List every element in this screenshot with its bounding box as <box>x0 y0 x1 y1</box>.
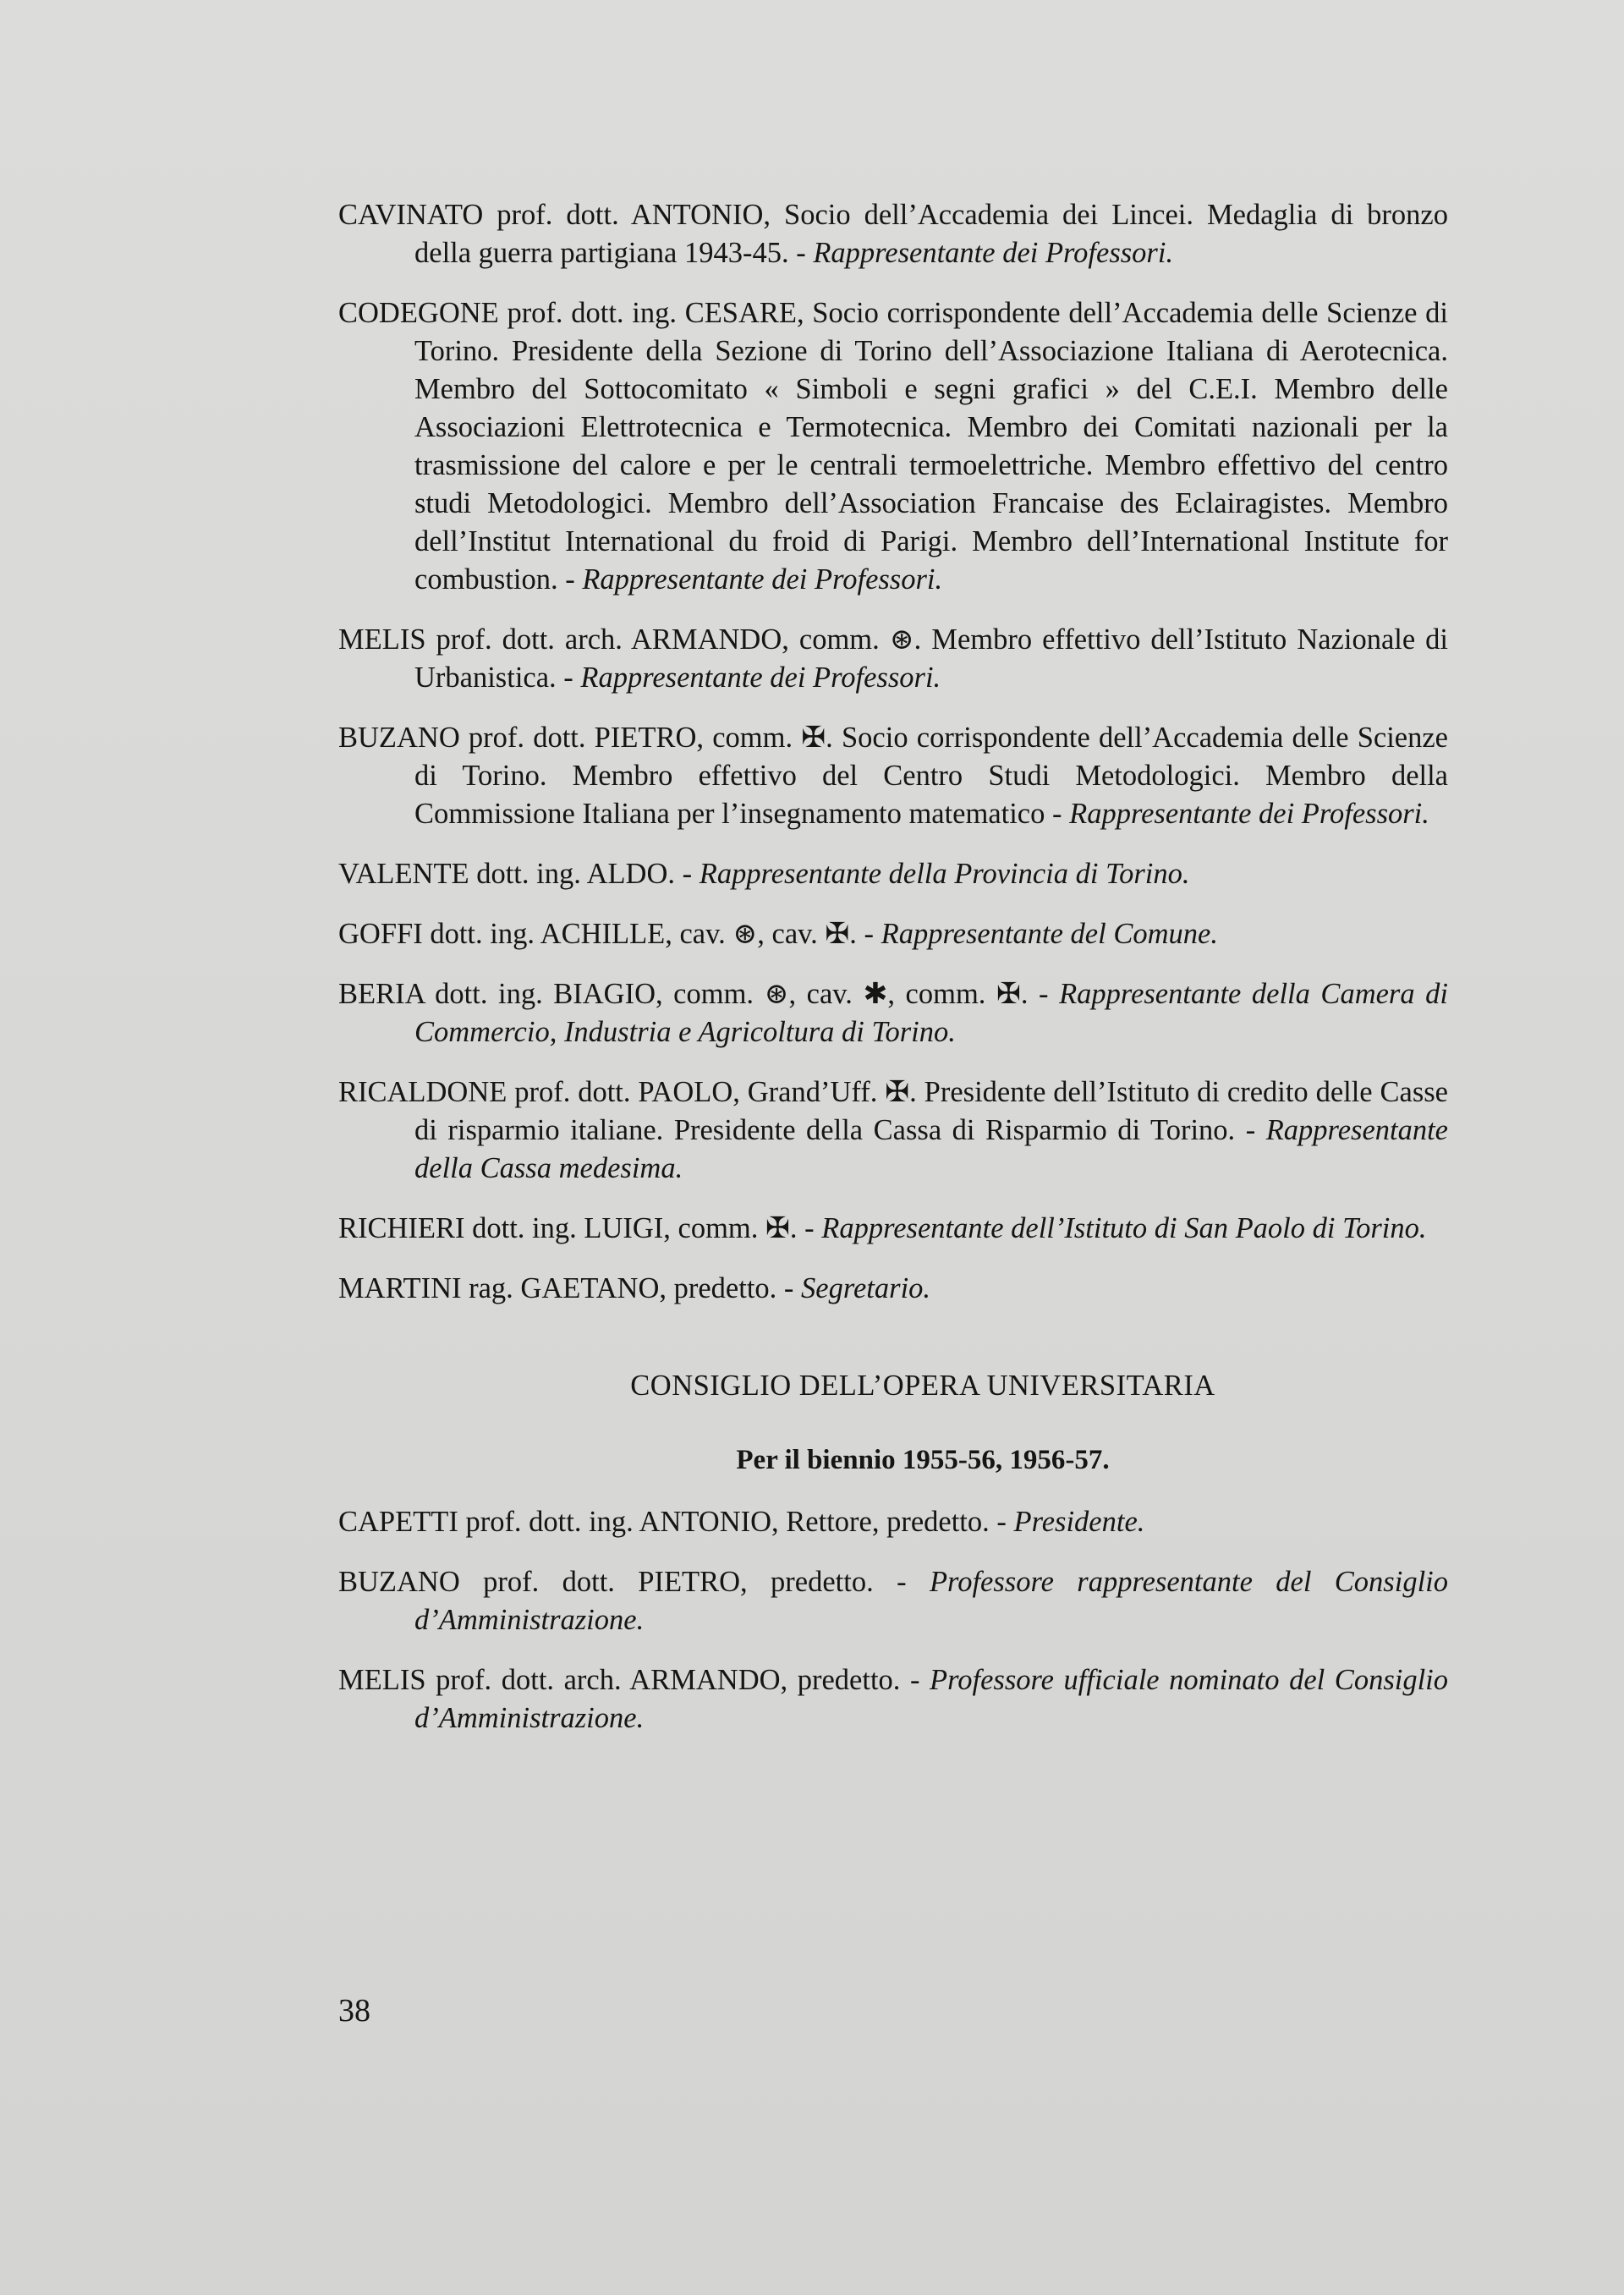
entry-role: Rappresentante dell’Istituto di San Paolo di Torino. <box>821 1212 1427 1244</box>
list-item: BUZANO prof. dott. PIETRO, predetto. - Professore rappresentante del Consiglio d’Amministrazione. <box>338 1566 1448 1636</box>
list-item: MELIS prof. dott. arch. ARMANDO, comm. ⊛. Membro effettivo dell’Istituto Nazionale di Urbanistica. - Rappresentante dei Professori. <box>338 623 1448 694</box>
section-title: CONSIGLIO DELL’OPERA UNIVERSITARIA <box>630 1370 1215 1402</box>
entry-role: Presidente. <box>1013 1506 1145 1538</box>
page-content <box>338 196 1448 1760</box>
list-item: GOFFI dott. ing. ACHILLE, cav. ⊛, cav. ✠. - Rappresentante del Comune. <box>338 918 1218 950</box>
list-item: RICALDONE prof. dott. PAOLO, Grand’Uff. ✠. Presidente dell’Istituto di credito delle Casse di risparmio italiane. Presidente della Cassa di Risparmio di Torino. - Rappresentante della Cassa medesima. <box>338 1076 1448 1184</box>
list-item: MELIS prof. dott. arch. ARMANDO, predetto. - Professore ufficiale nominato del Consiglio d’Amministrazione. <box>338 1664 1448 1734</box>
entry-role: Rappresentante dei Professori. <box>813 237 1174 269</box>
list-item: BERIA dott. ing. BIAGIO, comm. ⊛, cav. ✱, comm. ✠. - Rappresentante della Camera di Commercio, Industria e Agricoltura di Torino. <box>338 978 1448 1048</box>
list-item: VALENTE dott. ing. ALDO. - Rappresentante della Provincia di Torino. <box>338 858 1190 890</box>
entry-role: Professore ufficiale nominato del Consiglio d’Amministrazione. <box>414 1664 1448 1734</box>
entry-role: Rappresentante della Cassa medesima. <box>414 1114 1448 1184</box>
list-item: CAVINATO prof. dott. ANTONIO, Socio dell’Accademia dei Lincei. Medaglia di bronzo della guerra partigiana 1943-45. - Rappresentante dei Professori. <box>338 199 1448 269</box>
list-item: MARTINI rag. GAETANO, predetto. - Segretario. <box>338 1272 931 1304</box>
page-number: 38 <box>338 1993 370 2029</box>
entry-role: Rappresentante della Camera di Commercio, Industria e Agricoltura di Torino. <box>414 978 1448 1048</box>
entry-role: Professore rappresentante del Consiglio d’Amministrazione. <box>414 1566 1448 1636</box>
list-item: CODEGONE prof. dott. ing. CESARE, Socio corrispondente dell’Accademia delle Scienze di Torino. Presidente della Sezione di Torino dell’Associazione Italiana di Aerotecnica. Membro del Sottocomitato « Simboli e segni grafici » del C.E.I. Membro delle Associazioni Elettrotecnica e Termotecnica. Membro dei Comitati nazionali per la trasmissione del calore e per le centrali termoelettriche. Membro effettivo del centro studi Metodologici. Membro dell’Association Francaise des Eclairagistes. Membro dell’Institut International du froid di Parigi. Membro dell’International Institute for combustion. - Rappresentante dei Professori. <box>338 297 1448 596</box>
list-item: CAPETTI prof. dott. ing. ANTONIO, Rettore, predetto. - Presidente. <box>338 1506 1145 1538</box>
section-subtitle: Per il biennio 1955-56, 1956-57. <box>736 1445 1110 1475</box>
entry-role: Rappresentante del Comune. <box>881 918 1218 950</box>
list-item: RICHIERI dott. ing. LUIGI, comm. ✠. - Rappresentante dell’Istituto di San Paolo di Torino. <box>338 1212 1427 1244</box>
entry-role: Rappresentante della Provincia di Torino. <box>699 858 1190 890</box>
list-item: BUZANO prof. dott. PIETRO, comm. ✠. Socio corrispondente dell’Accademia delle Scienze di Torino. Membro effettivo del Centro Studi Metodologici. Membro della Commissione Italiana per l’insegnamento matematico - Rappresentante dei Professori. <box>338 722 1448 830</box>
entry-role: Segretario. <box>801 1272 931 1304</box>
entry-role: Rappresentante dei Professori. <box>580 662 941 694</box>
entry-role: Rappresentante dei Professori. <box>582 563 943 596</box>
entry-role: Rappresentante dei Professori. <box>1069 798 1429 830</box>
